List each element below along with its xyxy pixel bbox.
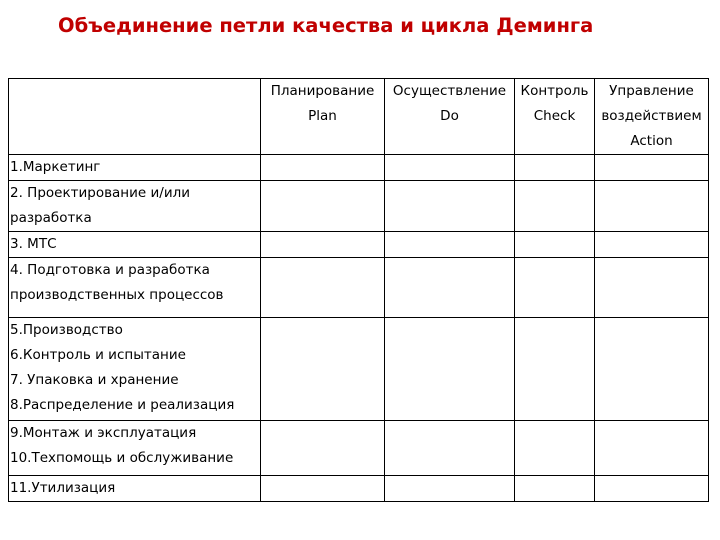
cell [595, 318, 709, 421]
stage-label: 5.Производство 6.Контроль и испытание 7. Упаковка и хранение 8.Распределение и реализация [9, 318, 261, 421]
stage-label: 11.Утилизация [9, 476, 261, 502]
cell [595, 181, 709, 232]
table-row [9, 421, 709, 476]
cell [515, 181, 595, 232]
cell [385, 476, 515, 502]
stage-label: 9.Монтаж и эксплуатация 10.Техпомощь и обслуживание [9, 421, 261, 476]
cell [385, 232, 515, 258]
header-row [9, 79, 709, 155]
cell [515, 318, 595, 421]
cell [385, 318, 515, 421]
cell [515, 232, 595, 258]
cell [261, 232, 385, 258]
table-row [9, 155, 709, 181]
cell [261, 476, 385, 502]
quality-loop-table [8, 78, 709, 502]
cell [595, 232, 709, 258]
cell [385, 155, 515, 181]
cell [595, 476, 709, 502]
stage-label: 3. МТС [9, 232, 261, 258]
cell [385, 181, 515, 232]
table-row [9, 476, 709, 502]
column-header-check: Контроль Check [515, 79, 595, 155]
column-header-do: Осуществление Do [385, 79, 515, 155]
cell [595, 421, 709, 476]
table-row [9, 232, 709, 258]
page-title: Объединение петли качества и цикла Деминга [58, 14, 594, 37]
column-header-plan: Планирование Plan [261, 79, 385, 155]
stage-label: 4. Подготовка и разработка производственных процессов [9, 258, 261, 318]
cell [385, 421, 515, 476]
table-row [9, 318, 709, 421]
cell [261, 181, 385, 232]
column-header-action: Управление воздействием Action [595, 79, 709, 155]
cell [595, 155, 709, 181]
corner-cell [9, 79, 261, 155]
cell [515, 476, 595, 502]
cell [595, 258, 709, 318]
table-row [9, 181, 709, 232]
cell [385, 258, 515, 318]
cell [261, 155, 385, 181]
stage-label: 1.Маркетинг [9, 155, 261, 181]
cell [515, 258, 595, 318]
cell [515, 421, 595, 476]
cell [261, 421, 385, 476]
cell [261, 318, 385, 421]
table-row [9, 258, 709, 318]
cell [515, 155, 595, 181]
cell [261, 258, 385, 318]
stage-label: 2. Проектирование и/или разработка [9, 181, 261, 232]
